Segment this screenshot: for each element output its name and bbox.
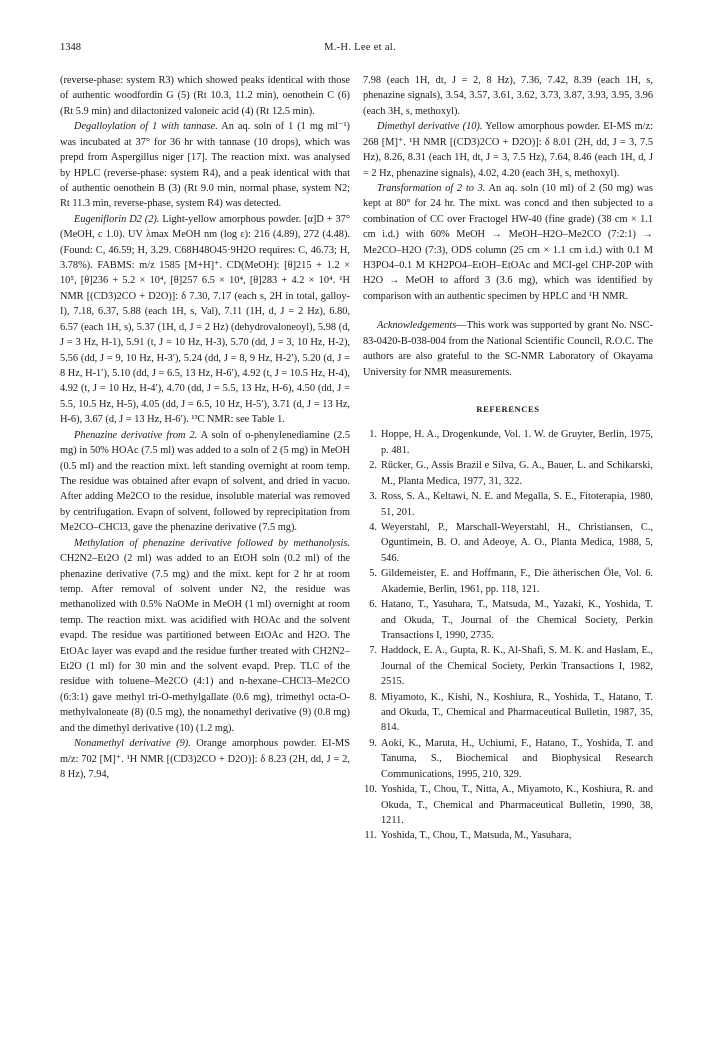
reference-item	[363, 643, 653, 689]
reference-text: Haddock, E. A., Gupta, R. K., Al-Shafi, S. M. K. and Haslam, E., Journal of the Chemical Society, Perkin Transactions I, 1982, 2515.	[381, 645, 653, 688]
paragraph-dimethyl-body: Yellow amorphous powder. EI-MS m/z: 268 [M]⁺. ¹H NMR [(CD3)2CO + D2O)]: δ 8.01 (2H, dd, J = 3, 7.5 Hz), 8.26, 8.31 (each 1H, dt, J = 3, 7.5 Hz), 7.64, 8.46 (each 1H, d, J = 2 Hz, phenazine signals), 4.02, 4.20 (each 3H, s, methoxyl).	[363, 121, 653, 179]
reference-number: 7.	[369, 645, 377, 657]
paragraph-nonamethyl-body: Orange amorphous powder. EI-MS m/z: 702 [M]⁺. ¹H NMR [(CD3)2CO + D2O)]: δ 8.23 (2H, dd, J = 2, 8 Hz), 7.94,	[60, 738, 350, 780]
reference-item	[363, 690, 653, 736]
reference-text: Rücker, G., Assis Brazil e Silva, G. A., Bauer, L. and Schikarski, M., Planta Medica, 1977, 31, 322.	[381, 460, 653, 487]
reference-number: 6.	[369, 599, 377, 611]
paragraph-methylation	[60, 536, 350, 736]
reference-text: Ross, S. A., Keltawi, N. E. and Megalla, S. E., Fitoterapia, 1980, 51, 201.	[381, 491, 653, 518]
reference-item	[363, 828, 653, 843]
subheading-phenazine-derivative: Phenazine derivative from 2.	[74, 429, 198, 441]
paragraph-dimethyl	[363, 119, 653, 181]
subheading-transformation: Transformation of 2 to 3.	[377, 182, 486, 194]
references-heading: REFERENCES	[476, 404, 540, 415]
subheading-methylation: Methylation of phenazine derivative followed by methanolysis.	[74, 537, 350, 549]
acknowledgements	[363, 318, 653, 380]
acknowledgements-body: —This work was supported by grant No. NSC-83-0420-B-038-004 from the National Scientific Council, R.O.C. The authors are also grateful to the SC-NMR Laboratory of Okayama University for NMR measurements.	[363, 320, 653, 378]
reference-number: 4.	[369, 521, 377, 533]
page-number: 1348	[60, 42, 81, 53]
reference-text: Gildemeister, E. and Hoffmann, F., Die ätherischen Öle, Vol. 6. Akademie, Berlin, 1961, pp. 118, 121.	[381, 568, 653, 595]
reference-item	[363, 458, 653, 489]
reference-text: Aoki, K., Maruta, H., Uchiumi, F., Hatano, T., Yoshida, T. and Tanuma, S., Biochemical and Biophysical Research Communications, 1995, 210, 329.	[381, 737, 653, 780]
paragraph-degalloylation-body: An aq. soln of 1 (1 mg ml⁻¹) was incubated at 37° for 36 hr with tannase (10 drops), which was prepd from Aspergillus niger [17]. The reaction mixt. was analysed by HPLC (reverse-phase: system R4), and a peak identical with that of authentic oenothein B (3) (Rt 9.0 min, normal phase, system N2; Rt 11.3 min, reverse-phase, system R4) was detected.	[60, 121, 350, 210]
reference-number: 11.	[364, 830, 377, 842]
paragraph-methylation-body: CH2N2–Et2O (2 ml) was added to an EtOH soln (0.2 ml) of the phenazine derivative (7.5 mg) and the mixt. kept for 2 hr at room temp. After removal of solvent under N2, the residue was methanolized with 0.5% NaOMe in MeOH (1 ml) overnight at room temp. The reaction mixt. was acidified with HOAc and the solvent evapd. The residue was partitioned between EtOAc and H2O. The EtOAc layer was evapd and the residue further treated with CH2N2–Et2O (1 ml) for 30 min and the solvent evapd. Prep. TLC of the residue with toluene–Me2CO (4:1) and n-hexane–CHCl3–Me2CO (6:3:1) gave methyl tri-O-methylgallate (0.6 mg), trimethyl octa-O-methylvaloneate (8) (0.5 mg), the nonamethyl derivative (9) (0.8 mg) and the dimethyl derivative (10) (1.2 mg).	[60, 553, 350, 734]
paragraph-nonamethyl	[60, 736, 350, 782]
reference-number: 5.	[369, 568, 377, 580]
paragraph-eugeniflorin	[60, 212, 350, 428]
paragraph-phenazine-derivative-body: A soln of o-phenylenediamine (2.5 mg) in 50% HOAc (7.5 ml) was added to a soln of 2 (5 mg) in MeOH (0.5 ml) and the reaction mixt. left standing overnight at room temp. The residue was obtained after evapn of solvent, and dried in vacuo. After adding Me2CO to the residue, insoluble material was removed by centrifugation. Evapn of solvent, followed by reprecipitation from Me2CO–CHCl3, gave the phenazine derivative (7.5 mg).	[60, 429, 350, 534]
reference-item	[363, 489, 653, 520]
running-head: M.-H. Lee et al.	[324, 42, 396, 53]
reference-list	[363, 427, 653, 843]
paragraph-transformation-body: An aq. soln (10 ml) of 2 (50 mg) was kept at 80° for 24 hr. The mixt. was concd and then subjected to a combination of CC over Fractogel HW-40 (fine grade) (38 cm × 1.1 cm i.d.) with 60% MeOH → MeOH–H2O–Me2CO (7:2:1) → Me2CO–H2O (7:3), ODS column (25 cm × 1.1 cm i.d.) with 0.1 M H3PO4–0.1 M KH2PO4–EtOH–EtOAc and MCI-gel CHP-20P with H2O → MeOH to afford 3 (3.6 mg), which was identified by comparison with an authentic specimen by HPLC and ¹H NMR.	[363, 182, 653, 302]
page-header	[60, 42, 660, 58]
reference-number: 8.	[369, 691, 377, 703]
subheading-nonamethyl: Nonamethyl derivative (9).	[74, 738, 191, 750]
reference-text: Hoppe, H. A., Drogenkunde, Vol. 1. W. de Gruyter, Berlin, 1975, p. 481.	[381, 429, 653, 456]
reference-number: 1.	[369, 429, 377, 441]
reference-number: 2.	[369, 460, 377, 472]
paragraph-eugeniflorin-body: Light-yellow amorphous powder. [α]D + 37° (MeOH, c 1.0). UV λmax MeOH nm (log ε): 216 (4.89), 272 (4.48). (Found: C, 46.59; H, 3.29. C68H48O45·9H2O requires: C, 46.73; H, 3.78%). FABMS: m/z 1585 [M+H]⁺. CD(MeOH): [θ]215 + 1.2 × 10⁵, [θ]236 + 5.2 × 10⁴, [θ]257 6.5 × 10⁴, [θ]283 + 4.2 × 10⁴. ¹H NMR [(CD3)2CO + D2O)]: δ 7.30, 7.17 (each s, 2H in total, galloy-I), 7.18, 6.37, 5.88 (each 1H, s, Val), 7.11 (1H, d, J = 2 Hz), 6.80, 6.57 (each 1H, s), 5.37 (1H, d, J = 2 Hz) (dehydrovaloneoyl), 5.98 (d, J = 3 Hz, H-1), 5.91 (t, J = 10 Hz, H-3), 5.70 (dd, J = 3, 10 Hz, H-2), 5.56 (dd, J = 9, 10 Hz, H-3′), 5.24 (dd, J = 8, 9 Hz, H-2′), 5.20 (d, J = 8 Hz, H-1′), 5.10 (dd, J = 6.5, 13 Hz, H-6′), 4.92 (t, J = 10.5 Hz, H-4), 4.92 (t, J = 10 Hz, H-4′), 4.70 (dd, J = 5.5, 13 Hz, H-6), 4.50 (dd, J = 5.5, 10.5 Hz, H-5), 4.05 (dd, J = 6.5, 10 Hz, H-5′), 3.71 (d, J = 13 Hz, H-6), 3.67 (d, J = 13 Hz, H-6′). ¹³C NMR: see Table 1.	[60, 213, 350, 426]
subheading-degalloylation: Degalloylation of 1 with tannase.	[74, 121, 218, 133]
reference-item	[363, 427, 653, 458]
reference-item	[363, 736, 653, 782]
paragraph-degalloylation	[60, 119, 350, 212]
paragraph-phenazine-derivative	[60, 428, 350, 536]
reference-text: Yoshida, T., Chou, T., Matsuda, M., Yasuhara,	[381, 830, 572, 842]
reference-item	[363, 566, 653, 597]
reference-text: Weyerstahl, P., Marschall-Weyerstahl, H., Christiansen, C., Oguntimein, B. O. and Adeoye, A. O., Planta Medica, 1988, 5, 546.	[381, 521, 653, 564]
subheading-eugeniflorin: Eugeniflorin D2 (2).	[74, 213, 160, 225]
right-column	[363, 73, 653, 844]
reference-text: Yoshida, T., Chou, T., Nitta, A., Miyamoto, K., Koshiura, R. and Okuda, T., Chemical and Pharmaceutical Bulletin, 1990, 38, 1211.	[381, 784, 653, 826]
acknowledgements-heading: Acknowledgements	[377, 320, 457, 332]
paragraph-hplc-results: (reverse-phase: system R3) which showed peaks identical with those of authentic woodfordin G (5) (Rt 10.3, 11.2 min), oenothein C (6) (Rt 5.9 min) and dilactonized valoneic acid (4) (Rt 12.5 min).	[60, 75, 350, 117]
paragraph-transformation	[363, 181, 653, 304]
reference-text: Miyamoto, K., Kishi, N., Koshiura, R., Yoshida, T., Hatano, T. and Okuda, T., Chemical and Pharmaceutical Bulletin, 1987, 35, 814.	[381, 691, 653, 734]
reference-item	[363, 520, 653, 566]
reference-number: 9.	[369, 737, 377, 749]
subheading-dimethyl: Dimethyl derivative (10).	[377, 121, 483, 133]
paragraph-nonamethyl-continued: 7.98 (each 1H, dt, J = 2, 8 Hz), 7.36, 7.42, 8.39 (each 1H, s, phenazine signals), 3.54, 3.57, 3.61, 3.62, 3.73, 3.87, 3.93, 3.95, 3.96 (each 3H, s, methoxyl).	[363, 75, 653, 117]
reference-text: Hatano, T., Yasuhara, T., Matsuda, M., Yazaki, K., Yoshida, T. and Okuda, T., Journal of the Chemical Society, Perkin Transactions I, 1990, 2735.	[381, 599, 653, 641]
reference-number: 10.	[364, 784, 377, 796]
reference-number: 3.	[369, 491, 377, 503]
left-column	[60, 73, 350, 782]
reference-item	[363, 782, 653, 828]
reference-item	[363, 597, 653, 643]
